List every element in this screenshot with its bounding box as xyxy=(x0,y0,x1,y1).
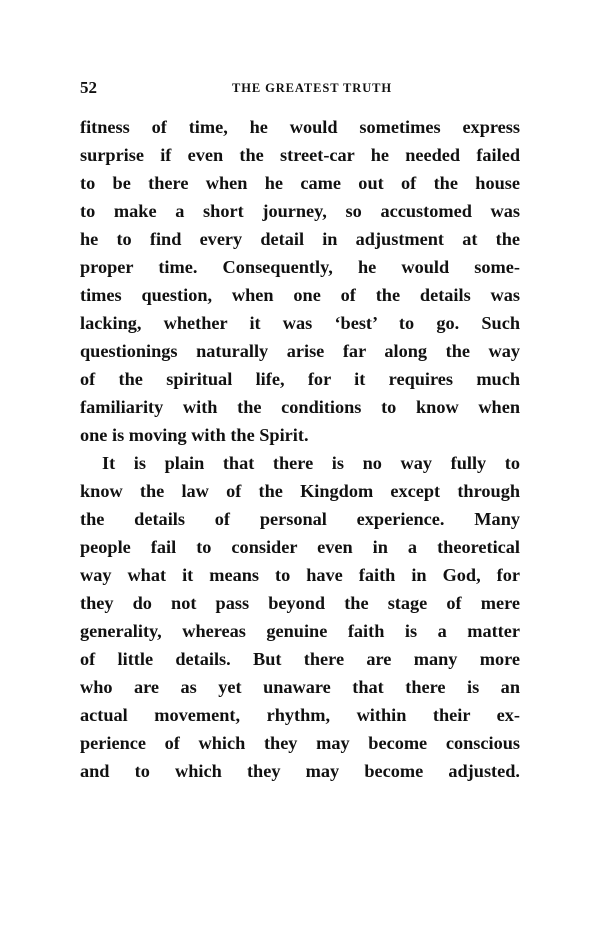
text-line: lacking, whether it was ‘best’ to go. Such xyxy=(80,313,520,333)
running-header xyxy=(80,78,520,98)
text-line: know the law of the Kingdom except through xyxy=(80,481,520,501)
text-line: one is moving with the Spirit. xyxy=(80,425,309,445)
running-title: THE GREATEST TRUTH xyxy=(232,81,392,95)
text-line: who are as yet unaware that there is an xyxy=(80,677,520,697)
text-line: of little details. But there are many more xyxy=(80,649,520,669)
paragraph-2 xyxy=(80,449,520,785)
text-line: times question, when one of the details was xyxy=(80,285,520,305)
text-line: generality, whereas genuine faith is a matter xyxy=(80,621,520,641)
text-line: and to which they may become adjusted. xyxy=(80,761,520,781)
page-body xyxy=(80,113,520,785)
text-line: to be there when he came out of the house xyxy=(80,173,520,193)
text-line: people fail to consider even in a theoretical xyxy=(80,537,520,557)
text-line: It is plain that there is no way fully to xyxy=(102,453,520,473)
text-line: he to find every detail in adjustment at the xyxy=(80,229,520,249)
text-line: fitness of time, he would sometimes express xyxy=(80,117,520,137)
paragraph-1 xyxy=(80,113,520,449)
text-line: proper time. Consequently, he would some- xyxy=(80,257,520,277)
text-line: surprise if even the street-car he needed failed xyxy=(80,145,520,165)
text-line: questionings naturally arise far along the way xyxy=(80,341,520,361)
text-line: familiarity with the conditions to know when xyxy=(80,397,520,417)
text-line: way what it means to have faith in God, for xyxy=(80,565,520,585)
text-line: they do not pass beyond the stage of mere xyxy=(80,593,520,613)
text-line: to make a short journey, so accustomed was xyxy=(80,201,520,221)
text-line: actual movement, rhythm, within their ex- xyxy=(80,705,520,725)
text-line: perience of which they may become conscious xyxy=(80,733,520,753)
text-line: of the spiritual life, for it requires much xyxy=(80,369,520,389)
text-line: the details of personal experience. Many xyxy=(80,509,520,529)
page-number: 52 xyxy=(80,78,97,97)
